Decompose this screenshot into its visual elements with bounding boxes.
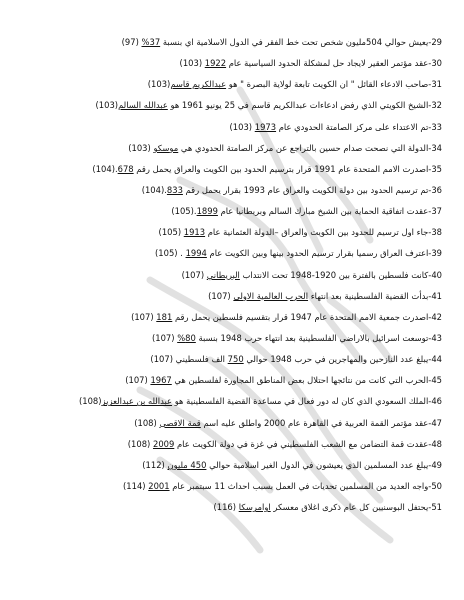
question-page-ref: (107): [125, 375, 151, 386]
question-answer: 2001: [148, 480, 170, 491]
question-answer: 450 مليون: [167, 459, 207, 470]
question-text: 36-تم ترسيم الحدود بين دولة الكويت والعراق عام 1993 بقرار يحمل رقم: [182, 184, 442, 195]
question-page-ref: .(105): [171, 206, 197, 217]
question-answer: 37%: [141, 37, 161, 47]
question-line: [10, 497, 442, 518]
question-answer: البريطاني: [206, 269, 240, 280]
question-text: 50-واجه العديد من المسلمين تحديات في العمل بسبب احداث 11 سبتمبر عام: [169, 480, 442, 491]
question-page-ref: (116): [213, 502, 239, 513]
question-answer: الحرب العالمية الاولى: [233, 290, 309, 301]
question-line: [10, 370, 442, 391]
question-answer: 1994: [185, 248, 207, 259]
question-text: 38-جاء اول ترسيم للحدود بين الكويت والعراق –الدولة العثمانية عام: [205, 227, 442, 238]
question-text: 48-عقدت قمة التضامن مع الشعب الفلسطيني في غزة في دولة الكويت عام: [174, 438, 442, 449]
question-answer: 2009: [152, 438, 175, 449]
question-answer: 1973: [254, 121, 277, 132]
question-text: 45-الحرب التي كانت من نتائجها احتلال بعض المناطق المجاورة لفلسطين هي: [171, 375, 442, 386]
question-text: 44-يبلغ عدد النازحين والمهاجرين في حرب 1948 حوالي: [243, 354, 442, 365]
question-text: 30-عقد مؤتمر العقير لايجاد حل لمشكلة الحدود السياسية عام: [226, 58, 442, 69]
question-page-ref: (108): [127, 438, 153, 449]
question-text: 39-اعترف العراق رسميا بقرار ترسيم الحدود بينها وبين الكويت عام: [206, 248, 442, 259]
question-text: 32-الشيخ الكويتي الذي رفض ادعاءات عبدالكريم قاسم في 25 يونيو 1961 هو: [167, 100, 442, 111]
question-line: [10, 265, 442, 286]
question-text: 49-يبلغ عدد المسلمين الذي يعيشون في الدول الغير اسلامية حوالي: [206, 459, 442, 470]
question-line: [10, 74, 442, 95]
question-page-ref: (107): [208, 290, 234, 301]
question-line: [10, 201, 442, 222]
question-answer: 80%: [177, 332, 196, 343]
question-page-ref: (103): [147, 79, 171, 90]
question-page-ref: الف فلسطيني (107): [150, 354, 228, 365]
question-page-ref: (108): [134, 417, 160, 428]
question-line: [10, 413, 442, 434]
question-line: [10, 328, 442, 349]
question-text: 43-توسعت اسرائيل بالاراضي الفلسطينية بعد انتهاء حرب 1948 بنسبة: [195, 332, 442, 343]
question-page-ref: (107): [181, 269, 207, 280]
question-text: 47-عقد مؤتمر القمة العربية في القاهرة عام 2000 واطلق عليه اسم: [200, 417, 442, 428]
question-answer: اوامرسكا: [238, 502, 271, 513]
question-line: [10, 138, 442, 159]
question-page-ref: (108): [78, 396, 102, 407]
question-page-ref: (103): [128, 142, 154, 153]
question-line: [10, 349, 442, 370]
question-text: 29-يعيش حوالي 504مليون شخص تحت خط الفقر في الدول الاسلامية اي بنسبة: [160, 37, 442, 47]
question-answer: 1913: [183, 227, 206, 238]
question-line: [10, 476, 442, 497]
question-text: 46-الملك السعودي الذي كان له دور فعال في مساعدة القضية الفلسطينية هو: [172, 396, 442, 407]
question-text: 33-تم الاعتداء على مركز الصامتة الحدودي عام: [276, 121, 442, 132]
question-text: 37-عقدت اتفاقية الحماية بين الشيخ مبارك السالم وبريطانيا عام: [217, 206, 442, 217]
question-line: [10, 159, 442, 180]
question-line: [10, 307, 442, 328]
question-page-ref: . (105): [155, 248, 186, 259]
question-answer: 678: [117, 163, 134, 174]
question-text: 31-صاحب الادعاء القائل " ان الكويت تابعة لولاية البصرة " هو: [226, 79, 442, 90]
question-text: 42-اصدرت جمعية الامم المتحدة عام 1947 قرار بتقسيم فلسطين يحمل رقم: [172, 311, 442, 322]
question-line: [10, 222, 442, 243]
question-page-ref: (114): [123, 480, 149, 491]
question-answer: موسكو: [153, 142, 179, 153]
question-answer: 750: [227, 354, 244, 365]
question-page-ref: (103): [179, 58, 205, 69]
question-answer: 833: [166, 184, 183, 195]
question-line: [10, 455, 442, 476]
question-answer: قمة الاقصى: [159, 417, 201, 428]
question-page-ref: (107): [151, 332, 178, 343]
question-page-ref: (105): [158, 227, 184, 238]
question-text: 51-يحتفل البوسنيين كل عام ذكرى اغلاق معسكر: [270, 502, 442, 513]
question-answer: 181: [156, 311, 173, 322]
question-text: 35-اصدرت الامم المتحدة عام 1991 قرار بترسيم الحدود بين الكويت والعراق يحمل رقم: [133, 163, 442, 174]
question-page-ref: (103): [229, 121, 255, 132]
question-line: [10, 32, 442, 53]
question-text: 41-بدأت القضية الفلسطينية بعد انتهاء: [308, 290, 442, 301]
question-answer: عبدالله السالم: [118, 100, 168, 111]
question-page-ref: (97): [121, 37, 142, 47]
question-page-ref: .(104): [92, 163, 118, 174]
question-text: 40-كانت فلسطين بالفترة بين 1920-1948 تحت الانتداب: [239, 269, 442, 280]
question-answer: عبدالله بن عبدالعزيز: [101, 396, 173, 407]
question-page-ref: (107): [131, 311, 157, 322]
question-answer: عبدالكريم قاسم: [170, 79, 227, 90]
question-page-ref: (112): [142, 459, 168, 470]
question-line: [10, 286, 442, 307]
question-line: [10, 117, 442, 138]
question-answer: 1922: [204, 58, 227, 69]
question-text: 34-الدولة التي نصحت صدام حسين بالتراجع عن مركز الصامتة الحدودي هي: [178, 142, 442, 153]
question-line: [10, 391, 442, 412]
question-line: [10, 243, 442, 264]
question-line: [10, 95, 442, 116]
question-page-ref: .(104): [141, 184, 167, 195]
questions-list: [10, 32, 442, 518]
question-answer: 1967: [150, 375, 172, 386]
question-answer: 1899: [196, 206, 218, 217]
question-line: [10, 180, 442, 201]
question-page-ref: (103): [95, 100, 119, 111]
question-line: [10, 53, 442, 74]
question-line: [10, 434, 442, 455]
